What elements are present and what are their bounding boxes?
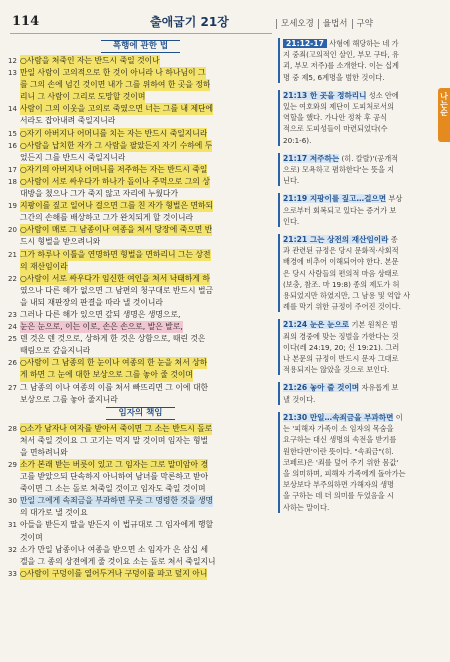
study-note — [278, 382, 436, 404]
verse-text: 겔을 그 종의 상전에게 줄 것이요 소는 돌로 쳐서 죽일지니 — [20, 556, 216, 566]
verse-number: 28 — [8, 424, 17, 433]
study-note — [278, 38, 436, 83]
verse-line — [8, 261, 273, 273]
note-text: 괴, 부모 저주)를 소개한다. 이는 십계 — [283, 61, 400, 71]
note-line — [283, 446, 436, 457]
verse-text: 대방을 쳤으나 그가 죽지 않고 자리에 누웠다가 — [20, 189, 178, 199]
note-line — [283, 331, 436, 342]
note-text: 이다(레 24:19, 20; 신 19:21). 그러 — [283, 342, 400, 352]
note-text: 으로부터 회복되고 있다는 증거가 보 — [283, 205, 397, 215]
note-text: (히. 칼랄)'(공개적 — [341, 153, 399, 163]
note-line — [283, 364, 436, 375]
verse-line — [8, 495, 273, 507]
note-text: 종 — [390, 235, 398, 245]
verse-number: 19 — [8, 202, 17, 211]
verse-number — [8, 152, 20, 164]
note-text: 요구하는 대신 생명의 속전을 받기를 — [283, 435, 397, 445]
note-text: 과 관련된 규정은 당시 문화적·사회적 — [283, 246, 399, 256]
verse-text: ○사람이 서로 싸우다가 임신한 여인을 쳐서 낙태하게 하 — [20, 273, 210, 285]
note-text: 이 — [395, 412, 403, 422]
note-line — [283, 153, 436, 164]
section-heading-owner: 임자의 책임 — [8, 407, 273, 421]
verse-text: ○사람이 그 남종의 한 눈이나 여종의 한 눈을 쳐서 상하 — [20, 357, 207, 369]
note-line — [283, 502, 436, 513]
note-reference: 21:13 한 곳을 정하리니 — [283, 90, 367, 100]
verse-line — [8, 394, 273, 406]
note-line — [283, 164, 436, 175]
note-line — [283, 301, 436, 312]
note-text: 배경에 비추어 이해되어야 한다. 본문 — [283, 257, 399, 267]
verse-number — [8, 285, 20, 297]
verse-number — [8, 369, 20, 381]
verse-line — [8, 297, 273, 309]
note-line — [283, 434, 436, 445]
scripture-column — [8, 38, 273, 580]
note-text: 으로) 모욕하고 폄하한다'는 뜻을 지 — [283, 165, 395, 175]
note-line — [283, 135, 436, 146]
verse-line — [8, 357, 273, 369]
note-line — [283, 290, 436, 301]
verse-number: 12 — [8, 57, 17, 65]
verse-number — [8, 394, 20, 406]
note-line — [283, 479, 436, 490]
verse-text: 만일 사람이 고의적으로 한 것이 아니라 나 하나님이 그 — [20, 67, 206, 79]
verse-text: 만일 그에게 속죄금을 부과하면 무릇 그 명령한 것을 생명 — [20, 495, 213, 507]
note-text: 부상 — [388, 194, 403, 204]
verse-line — [8, 519, 273, 531]
verse-text: 눈은 눈으로, 이는 이로, 손은 손으로, 발은 발로, — [20, 321, 183, 333]
verse-number — [8, 447, 20, 459]
verse-line — [8, 382, 273, 394]
verse-text: ○자기의 아버지나 어머니를 저주하는 자는 반드시 죽일 — [20, 164, 207, 176]
note-text: 낼 것이다. — [283, 394, 316, 404]
note-line — [283, 38, 436, 49]
note-line — [283, 123, 436, 134]
verse-number — [8, 507, 20, 519]
page-title: 출애굽기 21장 — [150, 15, 229, 29]
note-line — [283, 245, 436, 256]
note-text: 성소 안에 — [368, 90, 399, 100]
verse-line — [8, 532, 273, 544]
note-line — [283, 342, 436, 353]
note-text: 은 당시 사람들의 편의적 마음 상태로 — [283, 268, 399, 278]
note-reference: 21:12-17 — [283, 39, 327, 48]
verse-number: 21 — [8, 250, 17, 259]
verse-text: 그가 하루나 이틀을 연명하면 형벌을 면하리니 그는 상전 — [20, 249, 211, 261]
verse-line — [8, 79, 273, 91]
category-tabs — [276, 16, 377, 32]
note-line — [283, 490, 436, 501]
note-text: 인다. — [283, 216, 300, 226]
verse-number — [8, 79, 20, 91]
note-text: 닌다. — [283, 176, 300, 186]
verse-text: ○사람이 매로 그 남종이나 여종을 쳐서 당장에 죽으면 반 — [20, 224, 212, 236]
verse-line — [8, 285, 273, 297]
verse-line — [8, 321, 273, 333]
verse-text: 의 대가로 낼 것이요 — [20, 508, 88, 518]
study-note — [278, 319, 436, 375]
note-line — [283, 353, 436, 364]
page-header — [0, 0, 450, 40]
verse-number — [8, 91, 20, 103]
verse-line — [8, 471, 273, 483]
verse-number: 20 — [8, 226, 17, 235]
note-text: (보충, 참조. 마 19:8) 종의 제도가 허 — [283, 279, 400, 289]
note-text: 적용되지는 않았을 것으로 보인다. — [283, 365, 390, 375]
note-line — [283, 90, 436, 101]
verse-line — [8, 309, 273, 321]
verse-number — [8, 115, 20, 127]
note-text: 사하는 말이다. — [283, 502, 330, 512]
verse-number — [8, 236, 20, 248]
verse-text: 죽이면 그 소는 돌로 쳐죽일 것이고 임자도 죽일 것이며 — [20, 484, 206, 494]
verse-text: 보상으로 그를 놓아 줄지니라 — [20, 394, 118, 404]
verse-line — [8, 507, 273, 519]
note-line — [283, 216, 436, 227]
verse-line — [8, 152, 273, 164]
note-reference: 21:30 만일…속죄금을 부과하면 — [283, 412, 394, 422]
note-line — [283, 175, 436, 186]
note-line — [283, 412, 436, 423]
verse-number — [8, 471, 20, 483]
note-text: 례를 막기 위한 규정이 주어진 것이다. — [283, 302, 401, 312]
verse-text: 소가 본래 받는 버릇이 있고 그 임자는 그로 말미암아 경 — [20, 459, 208, 471]
note-text: 원한다면'이란 뜻이다. "속죄금"(히. — [283, 446, 394, 456]
verse-text: 을 내되 재판장의 판결을 따라 낼 것이니라 — [20, 297, 163, 307]
verse-text: 지팡이를 짚고 일어나 걸으면 그를 친 자가 형벌은 면하되 — [20, 200, 213, 212]
verse-number: 17 — [8, 165, 17, 174]
verse-text: ○사람을 쳐죽인 자는 반드시 죽일 것이나 — [20, 55, 160, 67]
note-text: 을 구하는 데 더 의미를 두었음을 시 — [283, 491, 394, 501]
verse-list-2 — [8, 423, 273, 580]
tab-law[interactable]: 율법서 — [318, 19, 352, 29]
verse-text: 그간의 손해를 배상하고 그가 완치되게 할 것이니라 — [20, 213, 194, 223]
note-text: 있는 여호와의 제단이 도피처로서의 — [283, 102, 395, 112]
verse-number: 13 — [8, 69, 17, 78]
verse-text: ○사람이 구덩이를 열어두거나 구덩이를 파고 덮지 아니 — [20, 568, 207, 580]
verse-number — [8, 483, 20, 495]
verse-line — [8, 333, 273, 345]
verse-text: 었든지 그를 반드시 죽일지니라 — [20, 152, 126, 162]
verse-number: 30 — [8, 497, 17, 506]
study-notes-column — [278, 38, 436, 520]
verse-text: 서라도 잡아내려 죽일지니라 — [20, 116, 116, 126]
note-line — [283, 394, 436, 405]
verse-number: 22 — [8, 274, 17, 283]
note-line — [283, 279, 436, 290]
verse-line — [8, 140, 273, 152]
note-text: 기본 원칙은 범 — [351, 320, 398, 330]
verse-line — [8, 483, 273, 495]
verse-text: ○소가 남자나 여자를 받아서 죽이면 그 소는 반드시 돌로 — [20, 423, 212, 435]
header-divider — [10, 33, 272, 34]
note-line — [283, 72, 436, 83]
note-text: 사형에 해당하는 네 가 — [329, 39, 399, 48]
verse-number: 25 — [8, 335, 17, 344]
verse-text: 그 남종의 이나 여종의 이를 쳐서 빠뜨리면 그 이에 대한 — [20, 382, 209, 392]
note-line — [283, 101, 436, 112]
verse-number: 29 — [8, 461, 17, 469]
verse-line — [8, 423, 273, 435]
section-heading: 폭행에 관한 법 — [8, 39, 273, 53]
verse-number: 18 — [8, 177, 17, 186]
verse-number — [8, 345, 20, 357]
verse-text: 쳐서 죽일 것이요 그 고기는 먹지 말 것이며 임자는 형벌 — [20, 435, 209, 445]
verse-line — [8, 435, 273, 447]
verse-number: 27 — [8, 383, 17, 392]
verse-text: ○사람을 납치한 자가 그 사람을 팔았든지 자기 수하에 두 — [20, 140, 212, 152]
note-text: 지 중죄(고의적인 살인, 부모 구타, 유 — [283, 50, 400, 60]
verse-line — [8, 249, 273, 261]
note-text: 역할을 했다. 가나안 정착 후 공식 — [283, 113, 387, 123]
tab-old-testament[interactable]: 구약 — [352, 19, 377, 29]
verse-line — [8, 369, 273, 381]
verse-text: 때림으로 갚을지니라 — [20, 346, 91, 356]
verse-text: 을 면하려니와 — [20, 447, 68, 457]
verse-line — [8, 556, 273, 568]
note-text: 용되었지만 하였지만, 그 남용 및 억압 사 — [283, 291, 411, 301]
verse-text: 리니 그 사람이 그리로 도망할 것이며 — [20, 91, 145, 103]
verse-number: 14 — [8, 105, 17, 114]
verse-text: 것이며 — [20, 532, 43, 542]
verse-line — [8, 568, 273, 580]
verse-line — [8, 91, 273, 103]
verse-number: 24 — [8, 323, 17, 332]
note-line — [283, 457, 436, 468]
note-line — [283, 112, 436, 123]
verse-line — [8, 188, 273, 200]
verse-number — [8, 261, 20, 273]
verse-line — [8, 67, 273, 79]
study-note — [278, 90, 436, 146]
verse-number: 31 — [8, 521, 17, 530]
verse-line — [8, 447, 273, 459]
verse-text: 덴 것은 덴 것으로, 상하게 한 것은 상함으로, 때린 것은 — [20, 334, 206, 344]
verse-number — [8, 435, 20, 447]
verse-line — [8, 236, 273, 248]
verse-text: 사람이 그의 이웃을 고의로 죽였으면 너는 그를 내 제단에 — [20, 103, 213, 115]
note-reference: 21:19 지팡이를 짚고…걸으면 — [283, 194, 387, 204]
note-line — [283, 256, 436, 267]
verse-text: ○사람이 서로 싸우다가 하나가 돌이나 주먹으로 그의 상 — [20, 176, 210, 188]
page-number: 114 — [12, 14, 40, 29]
note-text: 자유롭게 보 — [361, 383, 399, 393]
note-line — [283, 60, 436, 71]
note-line — [283, 205, 436, 216]
verse-line — [8, 273, 273, 285]
verse-text: 고를 받았으되 단속하지 아니하여 남녀를 막론하고 받아 — [20, 472, 209, 482]
verse-number: 23 — [8, 310, 17, 319]
verse-line — [8, 176, 273, 188]
verse-line — [8, 128, 273, 140]
note-reference: 21:17 저주하는 — [283, 153, 340, 163]
note-text: 죄의 경중에 맞는 징벌을 가한다는 것 — [283, 331, 399, 341]
verse-line — [8, 459, 273, 471]
verse-text: 의 재산임이라 — [20, 261, 68, 273]
note-reference: 21:21 그는 상전의 재산임이라 — [283, 235, 389, 245]
note-text: 는 '피해자 가족이 소 임자의 목숨을 — [283, 424, 394, 434]
verse-number — [8, 556, 20, 568]
note-line — [283, 468, 436, 479]
note-text: 적으로 도피성들이 마련되었다(수 — [283, 124, 388, 134]
verse-number — [8, 532, 20, 544]
verse-text: 드시 형벌을 받으려니와 — [20, 237, 101, 247]
note-text: 을 의미하며, 피해자 가족에게 돌아가는 — [283, 468, 406, 478]
verse-number: 26 — [8, 359, 17, 368]
verse-number — [8, 297, 20, 309]
verse-number — [8, 212, 20, 224]
note-line — [283, 319, 436, 330]
verse-line — [8, 115, 273, 127]
verse-line — [8, 55, 273, 67]
note-line — [283, 49, 436, 60]
note-line — [283, 193, 436, 204]
verse-text: 그러나 다른 해가 있으면 갚되 생명은 생명으로, — [20, 309, 181, 319]
verse-number: 15 — [8, 129, 17, 138]
study-note — [278, 153, 436, 187]
verse-line — [8, 200, 273, 212]
verse-number: 33 — [8, 569, 17, 578]
verse-text: 소가 만일 남종이나 여종을 받으면 소 임자가 은 삼십 세 — [20, 544, 209, 554]
verse-line — [8, 212, 273, 224]
verse-text: 였으나 다른 해가 없으면 그 남편의 청구대로 반드시 벌금 — [20, 285, 214, 295]
verse-line — [8, 164, 273, 176]
note-text: 20:1-6). — [283, 135, 312, 145]
verse-line — [8, 103, 273, 115]
verse-text: 를 그의 손에 넘긴 것이면 내가 그를 위하여 한 곳을 정하 — [20, 79, 210, 91]
verse-line — [8, 544, 273, 556]
verse-text: 게 하면 그 눈에 대한 보상으로 그를 놓아 줄 것이며 — [20, 369, 193, 381]
verse-list — [8, 55, 273, 406]
note-text: 코페르)은 '죄를 덮어 주기 위한 몸값' — [283, 457, 399, 467]
note-line — [283, 423, 436, 434]
verse-line — [8, 224, 273, 236]
note-line — [283, 382, 436, 393]
note-line — [283, 268, 436, 279]
study-note — [278, 193, 436, 227]
note-reference: 21:24 눈은 눈으로 — [283, 320, 350, 330]
study-note — [278, 234, 436, 312]
note-text: 보상보다 부주의하면 가해자의 생명 — [283, 480, 395, 490]
note-text: 명 중 제5, 6계명을 범한 것이다. — [283, 72, 385, 82]
verse-number: 32 — [8, 545, 17, 554]
note-line — [283, 234, 436, 245]
verse-number — [8, 188, 20, 200]
tab-pentateuch[interactable]: 모세오경 — [276, 19, 318, 29]
note-reference: 21:26 놓아 줄 것이며 — [283, 383, 360, 393]
verse-text: ○자기 아버지나 어머니를 치는 자는 반드시 죽일지니라 — [20, 128, 207, 140]
verse-number: 16 — [8, 141, 17, 150]
note-text: 나 본문의 규정이 반드시 문자 그대로 — [283, 354, 399, 364]
side-index-tab[interactable]: 나는순 — [438, 88, 450, 142]
study-note — [278, 412, 436, 513]
verse-text: 아들을 받든지 딸을 받든지 이 법규대로 그 임자에게 행할 — [20, 520, 214, 530]
verse-line — [8, 345, 273, 357]
